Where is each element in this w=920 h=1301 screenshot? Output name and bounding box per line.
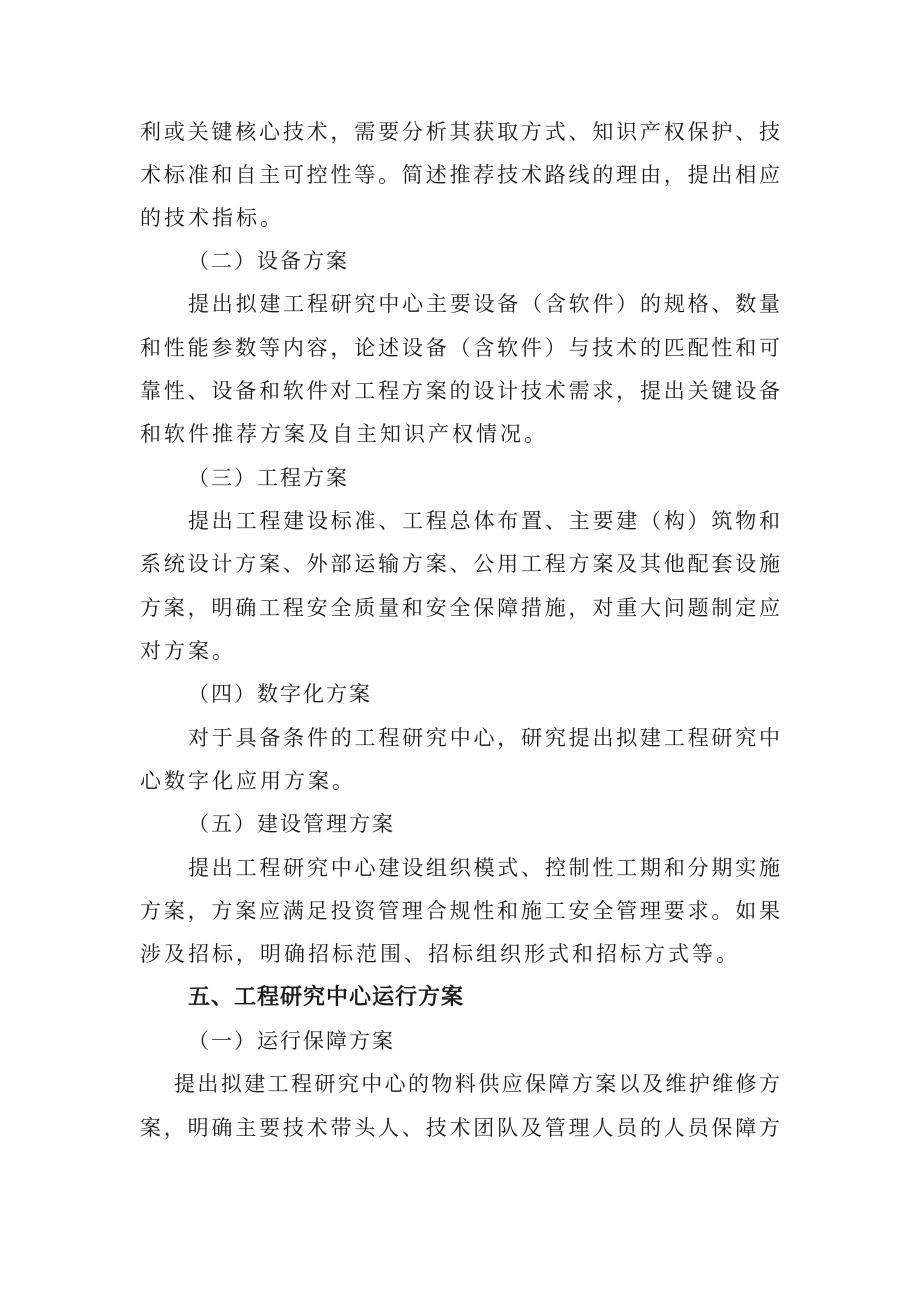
paragraph-line: 的技术指标。: [140, 206, 284, 230]
paragraph-line: 利或关键核心技术，需要分析其获取方式、知识产权保护、技: [140, 120, 780, 144]
paragraph-line: 提出拟建工程研究中心主要设备（含软件）的规格、数量: [188, 292, 780, 316]
paragraph-line: 案，明确主要技术带头人、技术团队及管理人员的人员保障方: [140, 1116, 780, 1140]
paragraph-line: 方案，明确工程安全质量和安全保障措施，对重大问题制定应: [140, 596, 780, 620]
paragraph-line: 系统设计方案、外部运输方案、公用工程方案及其他配套设施: [140, 552, 780, 576]
section-heading: （四）数字化方案: [188, 682, 372, 706]
chapter-heading: 五、工程研究中心运行方案: [188, 985, 465, 1010]
paragraph-line: 对方案。: [140, 639, 236, 663]
paragraph-line: 靠性、设备和软件对工程方案的设计技术需求，提出关键设备: [140, 379, 780, 403]
section-heading: （二）设备方案: [188, 249, 349, 273]
paragraph-line: 提出工程研究中心建设组织模式、控制性工期和分期实施: [188, 856, 780, 880]
paragraph-line: 提出拟建工程研究中心的物料供应保障方案以及维护维修方: [174, 1072, 780, 1096]
paragraph-line: 和性能参数等内容，论述设备（含软件）与技术的匹配性和可: [140, 336, 780, 360]
paragraph-line: 方案，方案应满足投资管理合规性和施工安全管理要求。如果: [140, 899, 780, 923]
paragraph-line: 涉及招标，明确招标范围、招标组织形式和招标方式等。: [140, 942, 740, 966]
paragraph-line: 和软件推荐方案及自主知识产权情况。: [140, 422, 548, 446]
section-heading: （五）建设管理方案: [188, 812, 395, 836]
section-heading: （三）工程方案: [188, 466, 349, 490]
paragraph-line: 提出工程建设标准、工程总体布置、主要建（构）筑物和: [188, 509, 780, 533]
paragraph-line: 对于具备条件的工程研究中心，研究提出拟建工程研究中: [188, 726, 780, 750]
paragraph-line: 心数字化应用方案。: [140, 769, 356, 793]
paragraph-line: 术标准和自主可控性等。简述推荐技术路线的理由，提出相应: [140, 163, 780, 187]
section-heading: （一）运行保障方案: [188, 1029, 395, 1053]
